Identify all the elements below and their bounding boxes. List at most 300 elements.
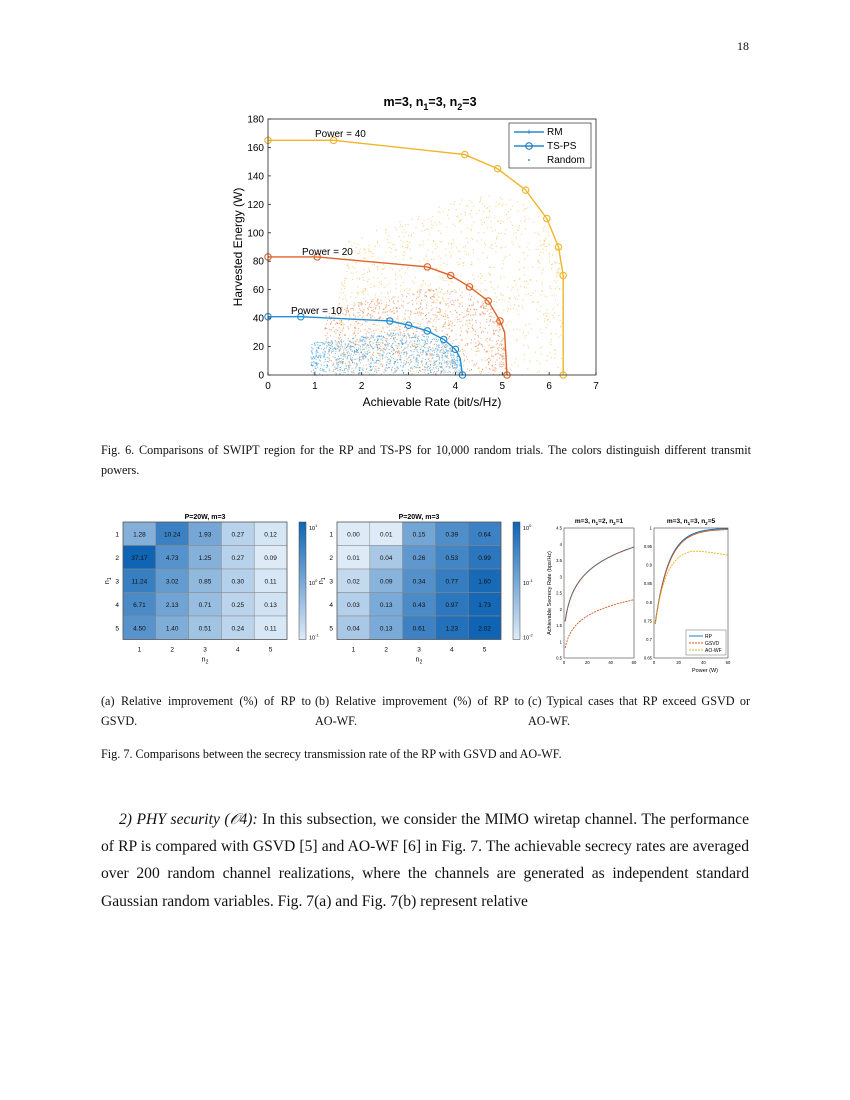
random-point <box>441 352 442 353</box>
annotation-power-20: Power = 20 <box>302 247 353 258</box>
random-point <box>410 312 411 313</box>
random-point <box>415 337 416 338</box>
random-point <box>395 256 396 257</box>
x-tick-label: 5 <box>268 646 273 654</box>
random-point <box>494 289 495 290</box>
svg-text:37.17: 37.17 <box>131 554 148 562</box>
random-point <box>430 364 431 365</box>
random-point <box>388 363 389 364</box>
random-point <box>328 361 329 362</box>
random-point <box>428 346 429 347</box>
random-point <box>368 309 369 310</box>
svg-text:0.30: 0.30 <box>231 578 245 586</box>
random-point <box>333 369 334 370</box>
random-point <box>502 358 503 359</box>
random-point <box>460 304 461 305</box>
random-point <box>387 338 388 339</box>
random-point <box>448 209 449 210</box>
random-point <box>540 245 541 246</box>
random-point <box>430 371 431 372</box>
svg-text:0.85: 0.85 <box>198 578 212 586</box>
random-point <box>364 273 365 274</box>
random-point <box>381 331 382 332</box>
random-point <box>362 292 363 293</box>
random-point <box>339 350 340 351</box>
random-point <box>367 351 368 352</box>
random-point <box>490 369 491 370</box>
random-point <box>310 357 311 358</box>
random-point <box>379 308 380 309</box>
random-point <box>420 324 421 325</box>
random-point <box>401 352 402 353</box>
random-point <box>459 251 460 252</box>
random-point <box>420 244 421 245</box>
random-point <box>440 311 441 312</box>
random-point <box>353 338 354 339</box>
y-tick-label: 120 <box>247 199 264 211</box>
heatmap-cell <box>156 616 189 640</box>
random-point <box>404 327 405 328</box>
random-point <box>547 355 548 356</box>
random-point <box>483 313 484 314</box>
random-point <box>496 368 497 369</box>
random-point <box>379 344 380 345</box>
svg-text:0.77: 0.77 <box>445 578 459 586</box>
random-point <box>363 339 364 340</box>
random-point <box>341 358 342 359</box>
random-point <box>381 373 382 374</box>
random-point <box>444 346 445 347</box>
random-point <box>440 241 441 242</box>
random-point <box>327 342 328 343</box>
random-point <box>401 347 402 348</box>
random-point <box>405 232 406 233</box>
random-point <box>343 372 344 373</box>
random-point <box>396 318 397 319</box>
random-point <box>491 287 492 288</box>
random-point <box>345 295 346 296</box>
y-tick-label: 0.65 <box>643 655 652 661</box>
random-point <box>417 291 418 292</box>
y-tick-label: 3 <box>115 578 119 586</box>
random-point <box>465 345 466 346</box>
random-point <box>444 362 445 363</box>
random-point <box>325 327 326 328</box>
random-point <box>346 271 347 272</box>
random-point <box>451 281 452 282</box>
random-point <box>359 370 360 371</box>
random-point <box>417 292 418 293</box>
random-point <box>446 277 447 278</box>
heatmap-cell <box>156 569 189 593</box>
random-point <box>555 263 556 264</box>
random-point <box>322 370 323 371</box>
random-point <box>361 303 362 304</box>
random-point <box>428 366 429 367</box>
random-point <box>321 348 322 349</box>
random-point <box>457 321 458 322</box>
random-point <box>405 319 406 320</box>
heatmap-cell <box>370 616 403 640</box>
random-point <box>340 355 341 356</box>
random-point <box>435 222 436 223</box>
random-point <box>440 373 441 374</box>
random-point <box>424 369 425 370</box>
random-point <box>362 339 363 340</box>
random-point <box>419 340 420 341</box>
random-point <box>421 231 422 232</box>
random-point <box>443 350 444 351</box>
random-point <box>342 364 343 365</box>
random-point <box>395 275 396 276</box>
random-point <box>369 304 370 305</box>
random-point <box>420 313 421 314</box>
random-point <box>369 370 370 371</box>
random-point <box>405 224 406 225</box>
random-point <box>438 368 439 369</box>
random-point <box>332 356 333 357</box>
y-tick-label: 4 <box>559 541 562 547</box>
random-point <box>544 295 545 296</box>
random-point <box>312 365 313 366</box>
colorbar-tick: $10^0$ <box>309 577 318 587</box>
random-point <box>372 354 373 355</box>
random-point <box>379 336 380 337</box>
random-point <box>348 355 349 356</box>
random-point <box>389 300 390 301</box>
random-point <box>428 336 429 337</box>
random-point <box>433 354 434 355</box>
random-point <box>447 350 448 351</box>
random-point <box>404 335 405 336</box>
random-point <box>407 246 408 247</box>
y-tick-label: 2 <box>559 606 562 612</box>
random-point <box>360 330 361 331</box>
random-point <box>502 299 503 300</box>
random-point <box>380 317 381 318</box>
random-point <box>313 356 314 357</box>
random-point <box>362 356 363 357</box>
random-point <box>539 363 540 364</box>
random-point <box>451 361 452 362</box>
random-point <box>345 348 346 349</box>
random-point <box>367 344 368 345</box>
random-point <box>416 331 417 332</box>
random-point <box>448 243 449 244</box>
random-point <box>334 331 335 332</box>
random-point <box>440 350 441 351</box>
random-point <box>543 230 544 231</box>
random-point <box>525 219 526 220</box>
random-point <box>558 315 559 316</box>
random-point <box>339 351 340 352</box>
random-point <box>382 358 383 359</box>
random-point <box>354 333 355 334</box>
random-point <box>366 364 367 365</box>
random-point <box>457 215 458 216</box>
random-point <box>329 359 330 360</box>
random-point <box>311 358 312 359</box>
random-point <box>530 295 531 296</box>
random-point <box>510 308 511 309</box>
random-point <box>352 361 353 362</box>
random-point <box>348 365 349 366</box>
random-point <box>375 346 376 347</box>
y-tick-label: 180 <box>247 114 264 126</box>
random-point <box>505 229 506 230</box>
random-point <box>437 300 438 301</box>
random-point <box>369 373 370 374</box>
random-point <box>443 372 444 373</box>
random-point <box>426 354 427 355</box>
random-point <box>432 225 433 226</box>
random-point <box>490 320 491 321</box>
random-point <box>342 363 343 364</box>
random-point <box>455 362 456 363</box>
random-point <box>410 346 411 347</box>
svg-text:11.24: 11.24 <box>131 578 148 586</box>
random-point <box>491 355 492 356</box>
random-point <box>391 369 392 370</box>
random-point <box>386 364 387 365</box>
random-point <box>436 268 437 269</box>
random-point <box>549 243 550 244</box>
fig6-title: m=3, $n_1=3$, $n_2=3$ <box>383 95 477 112</box>
random-point <box>444 319 445 320</box>
random-point <box>417 340 418 341</box>
random-point <box>452 343 453 344</box>
random-point <box>401 299 402 300</box>
random-point <box>392 335 393 336</box>
random-point <box>446 344 447 345</box>
random-point <box>358 349 359 350</box>
random-point <box>349 316 350 317</box>
random-point <box>356 247 357 248</box>
random-point <box>423 244 424 245</box>
random-point <box>415 300 416 301</box>
random-point <box>418 315 419 316</box>
random-point <box>556 274 557 275</box>
random-point <box>359 279 360 280</box>
random-point <box>537 233 538 234</box>
random-point <box>435 373 436 374</box>
random-point <box>504 358 505 359</box>
random-point <box>443 263 444 264</box>
random-point <box>447 293 448 294</box>
svg-text:0.12: 0.12 <box>264 531 277 539</box>
random-point <box>404 290 405 291</box>
random-point <box>463 262 464 263</box>
random-point <box>384 287 385 288</box>
random-point <box>383 318 384 319</box>
random-point <box>357 339 358 340</box>
heatmap-cell <box>435 522 468 546</box>
body-paragraph <box>101 806 749 915</box>
random-point <box>346 265 347 266</box>
random-point <box>501 366 502 367</box>
random-point <box>464 355 465 356</box>
random-point <box>425 341 426 342</box>
random-point <box>490 221 491 222</box>
random-point <box>502 340 503 341</box>
random-point <box>377 350 378 351</box>
random-point <box>450 302 451 303</box>
random-point <box>460 327 461 328</box>
random-point <box>498 335 499 336</box>
random-point <box>501 361 502 362</box>
random-point <box>470 309 471 310</box>
random-point <box>379 353 380 354</box>
random-point <box>386 306 387 307</box>
random-point <box>438 349 439 350</box>
heatmap-cell <box>468 593 501 617</box>
random-point <box>387 327 388 328</box>
random-point <box>417 311 418 312</box>
svg-text:6.71: 6.71 <box>133 601 146 609</box>
random-point <box>355 359 356 360</box>
heatmap-title: P=20W, m=3 <box>398 514 440 521</box>
random-point <box>468 253 469 254</box>
random-point <box>439 362 440 363</box>
random-point <box>493 367 494 368</box>
random-point <box>337 348 338 349</box>
random-point <box>320 356 321 357</box>
random-point <box>462 312 463 313</box>
random-point <box>476 322 477 323</box>
random-point <box>436 368 437 369</box>
random-point <box>346 365 347 366</box>
random-point <box>343 285 344 286</box>
random-point <box>317 357 318 358</box>
random-point <box>366 345 367 346</box>
random-point <box>427 367 428 368</box>
random-point <box>420 304 421 305</box>
random-point <box>361 359 362 360</box>
random-point <box>369 364 370 365</box>
random-point <box>318 342 319 343</box>
random-point <box>456 364 457 365</box>
random-point <box>378 322 379 323</box>
random-point <box>397 316 398 317</box>
random-point <box>407 268 408 269</box>
random-point <box>446 356 447 357</box>
random-point <box>440 233 441 234</box>
random-point <box>546 324 547 325</box>
random-point <box>550 288 551 289</box>
random-point <box>539 311 540 312</box>
random-point <box>372 315 373 316</box>
random-point <box>422 309 423 310</box>
random-point <box>480 327 481 328</box>
random-point <box>374 339 375 340</box>
random-point <box>363 280 364 281</box>
random-point <box>378 329 379 330</box>
random-point <box>488 372 489 373</box>
random-point <box>368 251 369 252</box>
random-point <box>496 297 497 298</box>
random-point <box>485 360 486 361</box>
random-point <box>511 370 512 371</box>
svg-text:0.11: 0.11 <box>264 625 277 633</box>
random-point <box>438 211 439 212</box>
svg-text:0.04: 0.04 <box>347 625 360 633</box>
random-point <box>503 362 504 363</box>
random-point <box>405 272 406 273</box>
random-point <box>559 268 560 269</box>
random-point <box>332 346 333 347</box>
random-point <box>351 342 352 343</box>
random-point <box>392 269 393 270</box>
random-point <box>406 355 407 356</box>
random-point <box>424 295 425 296</box>
random-point <box>479 342 480 343</box>
random-point <box>438 319 439 320</box>
random-point <box>381 273 382 274</box>
svg-text:0.09: 0.09 <box>264 554 277 562</box>
random-point <box>484 280 485 281</box>
random-point <box>445 316 446 317</box>
random-point <box>353 346 354 347</box>
random-point <box>540 306 541 307</box>
svg-text:+: + <box>526 127 532 137</box>
random-point <box>354 362 355 363</box>
random-point <box>413 322 414 323</box>
random-point <box>320 360 321 361</box>
random-point <box>387 293 388 294</box>
random-point <box>372 336 373 337</box>
random-point <box>369 306 370 307</box>
random-point <box>366 348 367 349</box>
heatmap-cell <box>403 569 436 593</box>
random-point <box>492 321 493 322</box>
random-point <box>551 264 552 265</box>
random-point <box>315 350 316 351</box>
random-point <box>360 346 361 347</box>
random-point <box>342 353 343 354</box>
random-point <box>464 359 465 360</box>
random-point <box>379 306 380 307</box>
random-point <box>431 369 432 370</box>
random-point <box>423 313 424 314</box>
random-point <box>312 350 313 351</box>
random-point <box>459 342 460 343</box>
random-point <box>341 289 342 290</box>
random-point <box>499 344 500 345</box>
random-point <box>480 306 481 307</box>
random-point <box>515 284 516 285</box>
random-point <box>332 342 333 343</box>
random-point <box>350 308 351 309</box>
random-point <box>472 360 473 361</box>
random-point <box>490 340 491 341</box>
y-tick-label: 40 <box>252 313 264 325</box>
random-point <box>537 372 538 373</box>
random-point <box>403 252 404 253</box>
random-point <box>324 361 325 362</box>
random-point <box>311 347 312 348</box>
svg-text:0.01: 0.01 <box>347 554 360 562</box>
random-point <box>435 337 436 338</box>
random-point <box>362 311 363 312</box>
random-point <box>464 350 465 351</box>
random-point <box>499 325 500 326</box>
random-point <box>453 204 454 205</box>
random-point <box>343 350 344 351</box>
random-point <box>487 310 488 311</box>
random-point <box>477 351 478 352</box>
random-point <box>506 325 507 326</box>
random-point <box>337 366 338 367</box>
